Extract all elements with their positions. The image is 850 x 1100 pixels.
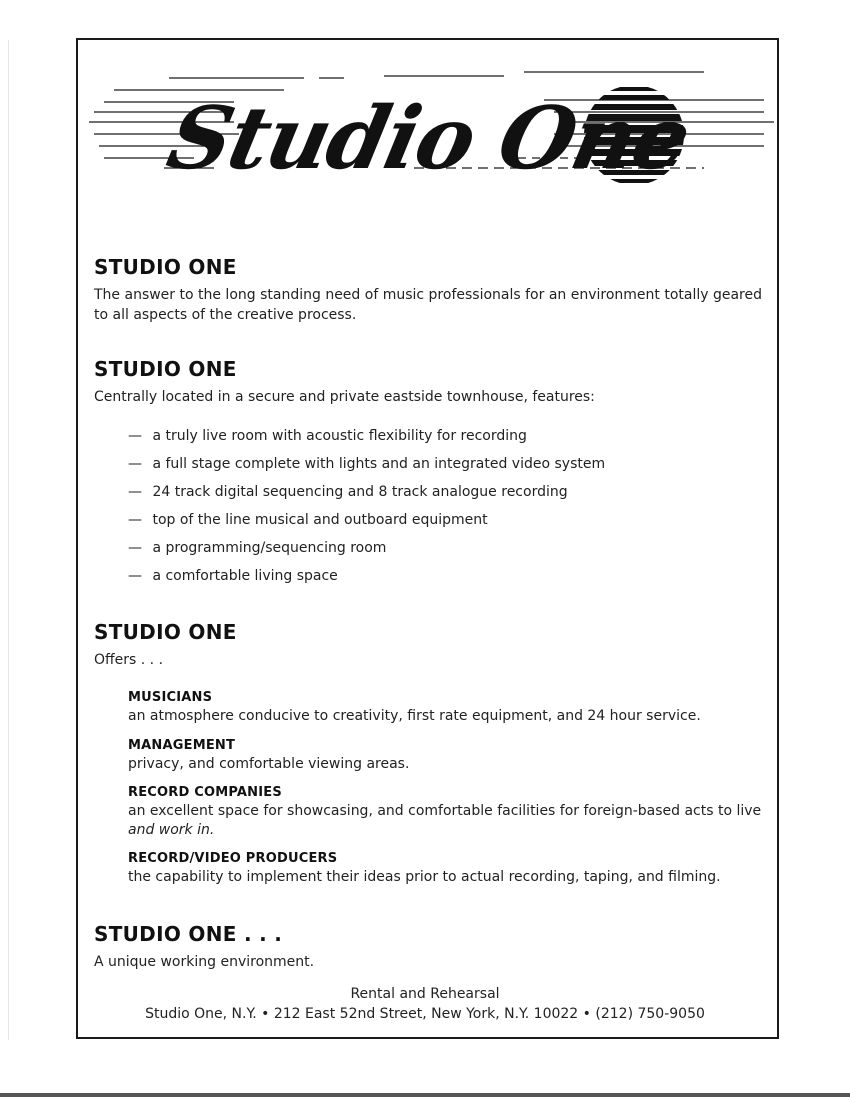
offer-text: an excellent space for showcasing, and comfortable facilities for foreign-based acts to live	[128, 803, 762, 819]
list-item: — a full stage complete with lights and an integrated video system	[128, 456, 606, 472]
offer-text-cont: and work in.	[128, 822, 215, 838]
footer-name: Studio One, N.Y.	[145, 1006, 257, 1022]
list-item: — a comfortable living space	[128, 568, 338, 584]
list-item: — a truly live room with acoustic flexibility for recording	[128, 428, 527, 444]
offer-producers	[128, 850, 768, 887]
offer-heading: MANAGEMENT	[128, 738, 236, 753]
section-title: STUDIO ONE	[94, 357, 237, 381]
list-item: — a programming/sequencing room	[128, 540, 387, 556]
bullet-icon: •	[261, 1006, 270, 1022]
section-title: STUDIO ONE	[94, 620, 237, 644]
page-edge-mark	[8, 40, 9, 1040]
features-list	[128, 425, 605, 593]
offer-musicians	[128, 689, 768, 726]
section-title: STUDIO ONE . . .	[94, 922, 283, 946]
footer-address: 212 East 52nd Street, New York, N.Y. 10022	[273, 1006, 579, 1022]
bullet-icon: •	[582, 1006, 591, 1022]
logo-text: Studio One	[159, 86, 698, 189]
studio-one-logo	[84, 50, 774, 230]
section-text: The answer to the long standing need of music professionals for an environment totally geared to all aspects of the creative process.	[94, 287, 762, 323]
footer-phone: (212) 750-9050	[595, 1006, 705, 1022]
section-text: Centrally located in a secure and private eastside townhouse, features:	[94, 389, 595, 405]
section-title: STUDIO ONE	[94, 255, 237, 279]
offer-heading: RECORD COMPANIES	[128, 785, 282, 800]
offer-text: the capability to implement their ideas prior to actual recording, taping, and filming.	[128, 869, 721, 885]
offer-management	[128, 737, 768, 774]
bottom-rule	[0, 1093, 850, 1097]
footer-tagline: Rental and Rehearsal	[350, 986, 500, 1002]
section-text: Offers . . .	[94, 652, 164, 668]
offer-heading: MUSICIANS	[128, 690, 213, 705]
offer-text: an atmosphere conducive to creativity, first rate equipment, and 24 hour service.	[128, 708, 701, 724]
footer-contact	[0, 1006, 850, 1022]
list-item: — top of the line musical and outboard equipment	[128, 512, 488, 528]
offer-record-companies	[128, 784, 768, 840]
section-text: A unique working environment.	[94, 954, 315, 970]
offer-heading: RECORD/VIDEO PRODUCERS	[128, 851, 338, 866]
list-item: — 24 track digital sequencing and 8 track analogue recording	[128, 484, 568, 500]
offer-text: privacy, and comfortable viewing areas.	[128, 756, 410, 772]
